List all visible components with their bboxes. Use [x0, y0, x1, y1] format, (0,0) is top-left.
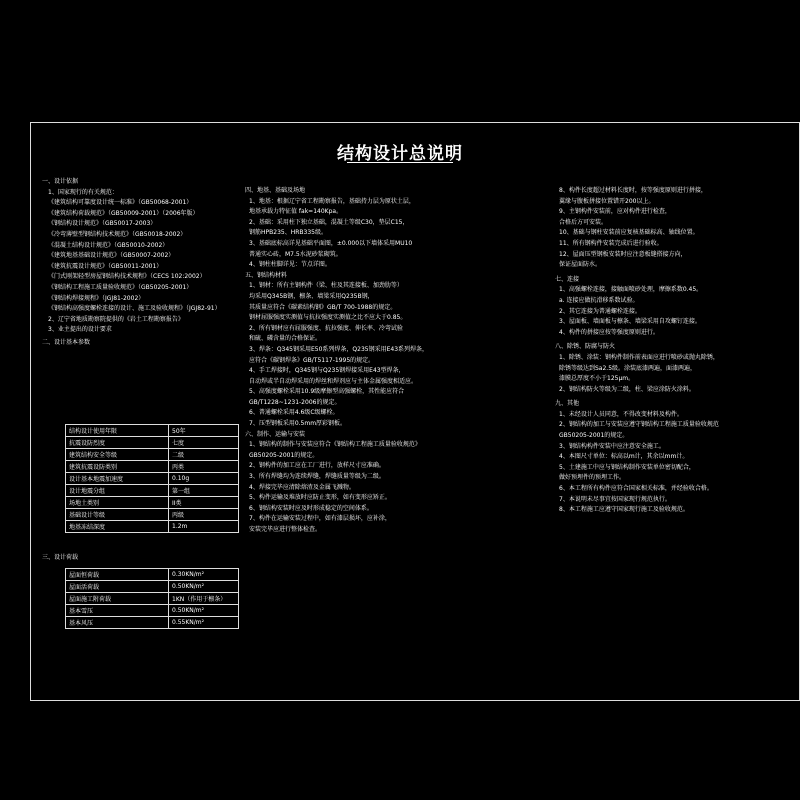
list-item: 1、未经设计人员同意，不得改变材料及构件。 — [559, 410, 683, 418]
list-item: 《钢结构设计规范》（GB50017-2003） — [48, 220, 157, 228]
list-item: 《建筑结构荷载规范》（GB50009-2001）（2006年版） — [48, 209, 199, 217]
param-name: 地基冻结深度 — [66, 521, 169, 533]
list-item: 5、高强度螺栓采用10.9级摩擦型高强螺栓，其性能应符合 — [249, 388, 405, 396]
list-item: 均采用Q345B钢，檩条、墙梁采用Q235B钢， — [249, 292, 374, 300]
table-row — [66, 473, 239, 485]
table-row — [66, 437, 239, 449]
list-item: 4、本图尺寸单位：标高以m计，其余以mm计。 — [559, 453, 689, 461]
section-heading: 四、地基、基础及场地 — [245, 187, 306, 194]
list-item: 4、手工焊接时，Q345钢与Q235钢焊接采用E43型焊条， — [249, 367, 405, 375]
list-item: 《建筑结构可靠度设计统一标准》（GB50068-2001） — [48, 199, 193, 207]
list-item: 1、钢结构的制作与安装应符合《钢结构工程施工质量验收规范》 — [249, 441, 421, 449]
list-item: 3、屋面板、墙面板与檩条、墙梁采用自攻螺钉连接。 — [559, 318, 701, 326]
list-item: 《钢结构高强度螺栓连接的设计、施工及验收规程》（JGJ82-91） — [48, 305, 221, 313]
param-name: 设计基本地震加速度 — [66, 473, 169, 485]
param-value: 丙类 — [169, 461, 239, 473]
param-value: II类 — [169, 497, 239, 509]
list-item: 翼缘与腹板拼接位置错开200以上。 — [559, 197, 655, 205]
section-heading: 八、除锈、防腐与防火 — [555, 343, 616, 351]
column-3 — [555, 186, 719, 516]
param-value: 二级 — [169, 449, 239, 461]
param-value: 1KN（作用于檩条） — [169, 593, 239, 605]
list-item: 《建筑抗震设计规范》（GB50011-2001） — [48, 262, 163, 270]
list-item: 2、钢构件的加工应在工厂进行，放样尺寸应准确。 — [249, 462, 385, 470]
param-value: 第一组 — [169, 485, 239, 497]
param-value: 50年 — [169, 425, 239, 437]
list-item: 12、屋面压型钢板安装时应注意板缝搭接方向， — [559, 250, 687, 258]
list-item: 合格后方可安装。 — [559, 218, 608, 226]
section-heading: 五、钢结构材料 — [245, 271, 288, 279]
param-name: 基本风压 — [66, 617, 169, 629]
section-heading: 六、制作、运输与安装 — [245, 430, 306, 438]
list-item: 地基承载力特征值 fak=140Kpa。 — [249, 208, 343, 216]
list-item: 6、本工程所有构件应符合国家相关标准，并经验收合格。 — [559, 485, 713, 493]
list-item: 《门式刚架轻型房屋钢结构技术规程》（CECS 102:2002） — [48, 273, 206, 281]
materials-list — [245, 281, 428, 429]
list-item: 6、普通螺栓采用4.6级C级螺栓。 — [249, 409, 339, 417]
list-item: 普通实心砖，M7.5水泥砂浆砌筑。 — [249, 250, 342, 258]
section-heading: 三、设计荷载 — [42, 554, 79, 561]
list-item: 漆膜总厚度不小于125μm。 — [559, 375, 635, 383]
list-item: 6、钢结构安装时应及时形成稳定的空间体系。 — [249, 504, 373, 512]
design-loads-table — [65, 568, 239, 629]
fabrication-continued-list — [555, 186, 719, 271]
column-1 — [42, 177, 221, 349]
design-parameters-table — [65, 424, 239, 533]
param-name: 场地土类别 — [66, 497, 169, 509]
list-item: 3、钢结构构件安装中应注意安全施工。 — [559, 442, 665, 450]
list-item: 1、除锈、涂装：钢构件制作前表面应进行喷砂或抛丸除锈， — [559, 353, 719, 361]
list-item: 5、土建施工中应与钢结构制作安装单位密切配合， — [559, 463, 695, 471]
list-item: 其质量应符合《碳素结构钢》GB/T 700-1988的规定。 — [249, 303, 397, 311]
list-item: 1、国家现行的有关规范： — [48, 188, 118, 196]
list-item: 1、地基：根据辽宁省工程勘察报告，基础持力层为原状土层， — [249, 197, 415, 205]
list-item: 8、构件长度超过材料长度时，按等强度原则进行拼接， — [559, 187, 707, 194]
list-item: 2、基础：采用柱下独立基础，混凝土等级C30，垫层C15， — [249, 218, 409, 226]
list-item: 9、主钢构件安装前，应对构件进行检查， — [559, 208, 671, 216]
param-name: 结构设计使用年限 — [66, 425, 169, 437]
list-item: 2、钢结构的加工与安装应遵守钢结构工程施工质量验收规范 — [559, 421, 719, 429]
table-row — [66, 521, 239, 533]
table-row — [66, 449, 239, 461]
list-item: 钢筋HPB235、HRB335级。 — [249, 229, 327, 237]
list-item: a. 连接应做抗滑移系数试验。 — [559, 296, 639, 304]
list-item: 4、钢柱柱脚详见：节点详图。 — [249, 261, 331, 269]
table-row — [66, 485, 239, 497]
section-heading: 一、设计依据 — [42, 178, 79, 185]
list-item: 2、所有钢材应有屈服强度、抗拉强度、伸长率、冷弯试验 — [249, 324, 403, 332]
other-notes-list — [555, 410, 719, 516]
list-item: 7、压型钢板采用0.5mm厚彩钢板。 — [249, 420, 347, 428]
param-name: 屋面恒荷载 — [66, 569, 169, 581]
list-item: 和硫、磷含量的合格保证。 — [249, 335, 322, 343]
anticorrosion-list — [555, 353, 719, 395]
fabrication-list — [245, 440, 428, 535]
list-item: 10、基础与钢柱安装前应复核基础标高、轴线位置。 — [559, 229, 699, 237]
table-row — [66, 509, 239, 521]
list-item: 3、基础底标高详见基础平面图，±0.000以下墙体采用MU10 — [249, 239, 413, 247]
param-name: 屋面活荷载 — [66, 581, 169, 593]
list-item: 应符合《碳钢焊条》GB/T5117-1995的规定。 — [249, 356, 375, 364]
page-title: 结构设计总说明 — [337, 144, 463, 164]
list-item: 2、钢结构防火等级为二级，柱、梁应涂防火涂料。 — [559, 385, 695, 393]
list-item: 11、所有钢构件安装完成后进行验收。 — [559, 239, 663, 247]
list-item: 保证屋面防水。 — [559, 261, 602, 269]
list-item: 2、辽宁省地质勘察院提供的《岩土工程勘察报告》 — [48, 315, 184, 323]
list-item: 8、本工程施工应遵守国家现行施工及验收规范。 — [559, 506, 689, 514]
param-value: 0.50KN/m² — [169, 581, 239, 593]
list-item: 《钢结构焊接规程》（JGJ81-2002） — [48, 294, 145, 302]
table-row — [66, 461, 239, 473]
section-heading: 九、其他 — [555, 400, 580, 408]
param-value: 0.30KN/m² — [169, 569, 239, 581]
list-item: 《钢结构工程施工质量验收规范》（GB50205-2001） — [48, 283, 193, 291]
table-row — [66, 605, 239, 617]
list-item: 3、所有焊缝均为连续焊缝，焊缝质量等级为二级。 — [249, 473, 385, 481]
param-value: 0.50KN/m² — [169, 605, 239, 617]
table-row — [66, 593, 239, 605]
param-name: 基础设计等级 — [66, 509, 169, 521]
list-item: GB/T1228~1231-2006的规定。 — [249, 398, 341, 406]
foundation-list — [245, 197, 428, 271]
column-2 — [245, 186, 428, 536]
design-basis-list — [42, 188, 221, 336]
param-name: 基本雪压 — [66, 605, 169, 617]
list-item: GB50205-2001的规定。 — [249, 451, 319, 459]
table-row — [66, 569, 239, 581]
list-item: 7、本说明未尽事宜按国家现行规范执行。 — [559, 495, 671, 503]
list-item: 2、其它连接为普通螺栓连接。 — [559, 307, 641, 315]
param-value: 0.55KN/m² — [169, 617, 239, 629]
param-name: 建筑抗震设防类别 — [66, 461, 169, 473]
list-item: 1、高强螺栓连接，接触面喷砂处理，摩擦系数0.45。 — [559, 286, 703, 294]
section-heading: 二、设计基本参数 — [42, 338, 91, 346]
list-item: 《建筑地基基础设计规范》（GB50007-2002） — [48, 252, 175, 260]
title-underline — [347, 162, 453, 163]
list-item: 除锈等级达到Sa2.5级。涂装底漆两遍，面漆两遍， — [559, 364, 697, 372]
table-row — [66, 581, 239, 593]
connection-list — [555, 285, 719, 338]
list-item: 1、钢材：所有主钢构件（梁、柱及其连接板、加劲肋等） — [249, 282, 403, 290]
list-item: 自动焊或半自动焊采用的焊丝和焊剂应与主体金属强度相适应。 — [249, 377, 418, 385]
list-item: 《混凝土结构设计规范》（GB50010-2002） — [48, 241, 169, 249]
param-name: 抗震设防烈度 — [66, 437, 169, 449]
table-row — [66, 617, 239, 629]
list-item: 4、构件的拼接应按等强度原则进行。 — [559, 328, 659, 336]
param-value: 0.10g — [169, 473, 239, 485]
param-name: 建筑结构安全等级 — [66, 449, 169, 461]
param-value: 七度 — [169, 437, 239, 449]
list-item: 5、构件运输及堆放时应防止变形，如有变形应矫正。 — [249, 494, 391, 502]
list-item: 3、业主提出的设计要求 — [48, 326, 112, 334]
list-item: 钢材屈服强度实测值与抗拉强度实测值之比不应大于0.85。 — [249, 314, 407, 322]
table-row — [66, 425, 239, 437]
list-item: 《冷弯薄壁型钢结构技术规范》（GB50018-2002） — [48, 230, 187, 238]
loads-heading-wrap — [42, 553, 78, 564]
section-heading: 七、连接 — [555, 275, 580, 283]
table-row — [66, 497, 239, 509]
param-name: 设计地震分组 — [66, 485, 169, 497]
list-item: 做好预埋件的预埋工作。 — [559, 474, 626, 482]
list-item: 7、构件在运输安装过程中，如有漆层损坏，应补涂， — [249, 515, 391, 523]
param-name: 屋面施工附荷载 — [66, 593, 169, 605]
list-item: GB50205-2001的规定。 — [559, 432, 629, 440]
param-value: 1.2m — [169, 521, 239, 533]
list-item: 3、焊条：Q345钢采用E50系列焊条，Q235钢采用E43系列焊条， — [249, 345, 429, 353]
param-value: 丙级 — [169, 509, 239, 521]
list-item: 安装完毕应进行整体检查。 — [249, 526, 322, 533]
list-item: 4、焊接完毕应清除熔渣及金属飞溅物。 — [249, 483, 355, 491]
